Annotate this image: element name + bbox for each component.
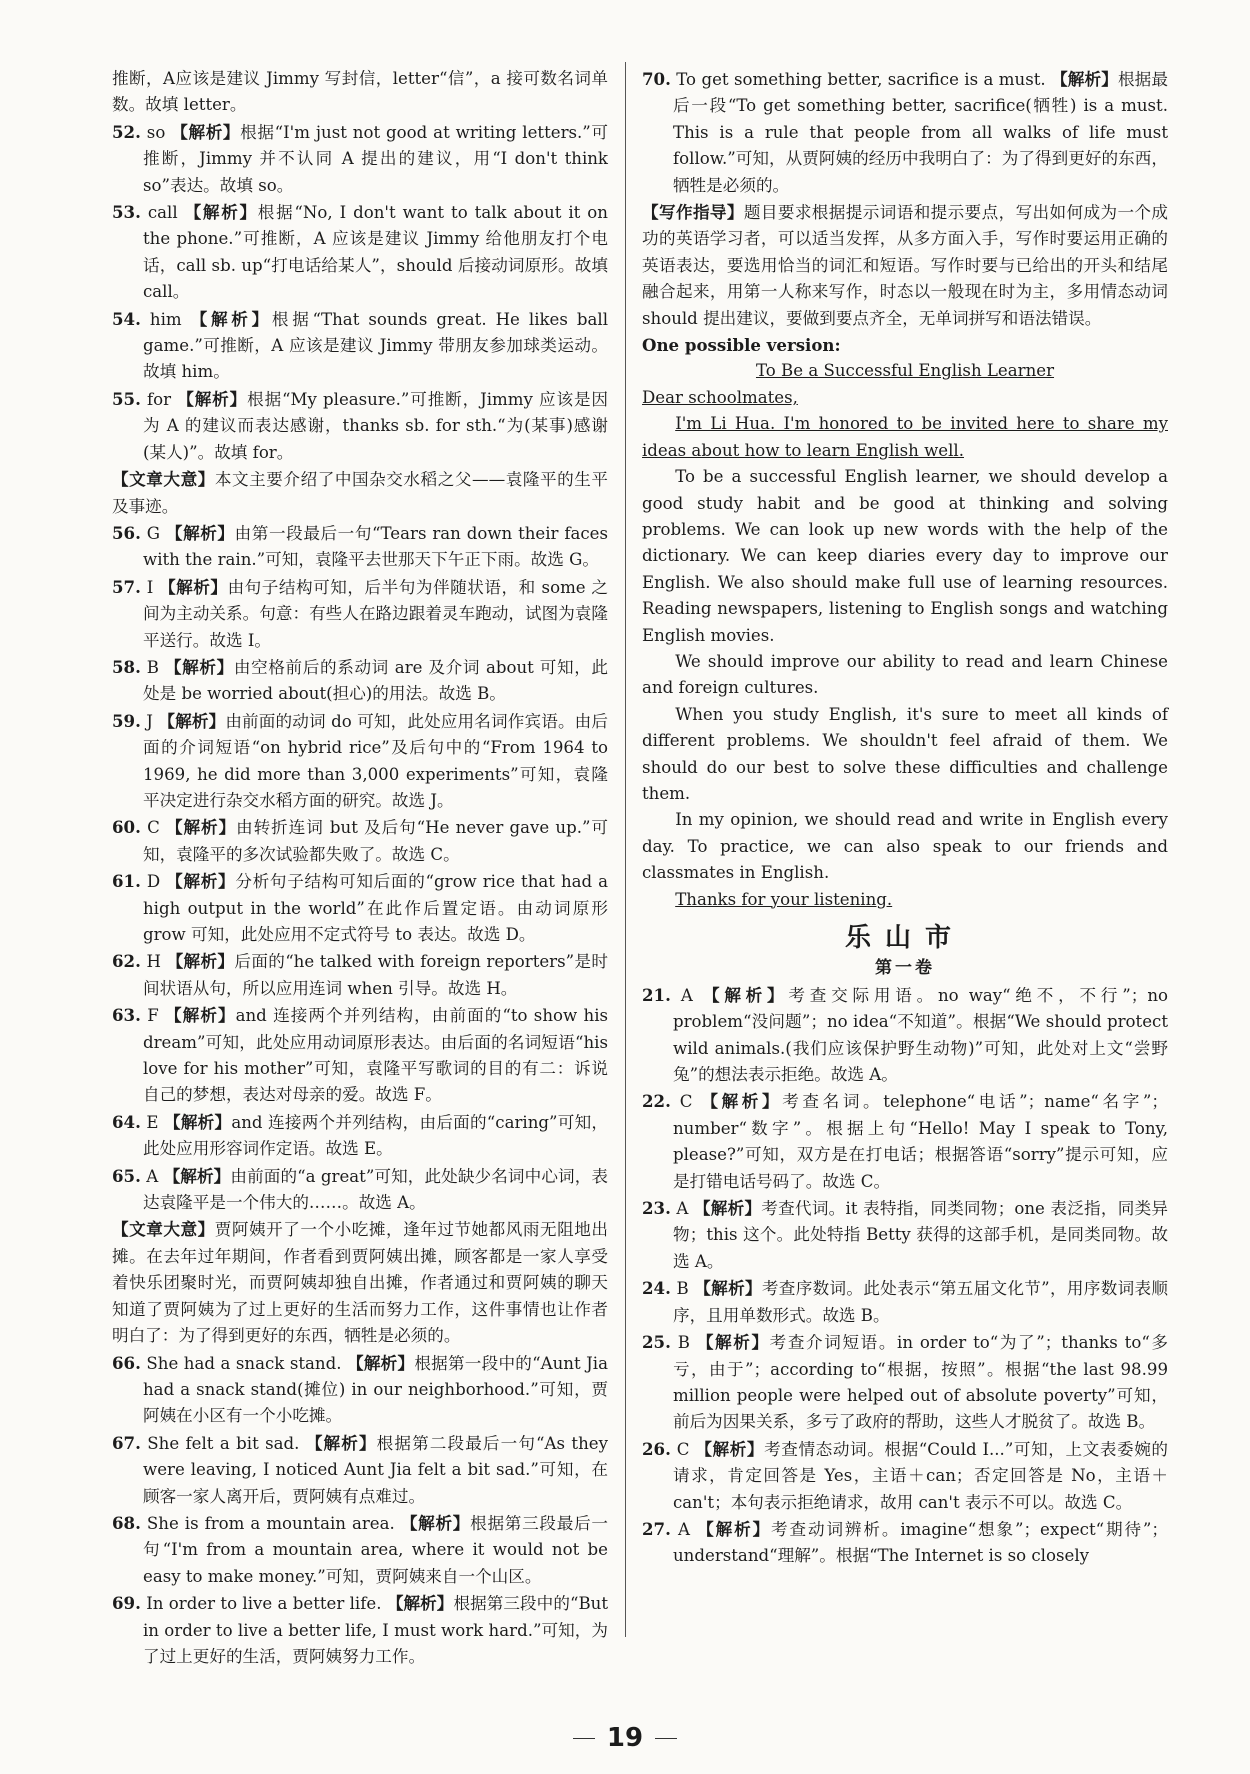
summary-aunt-jia: 【文章大意】贾阿姨开了一个小吃摊，逢年过节她都风雨无阻地出摊。在去年过年期间，作者看到贾阿姨出摊，顾客都是一家人享受着快乐团聚时光，而贾阿姨却独自出摊，作者通过和贾阿姨的聊天知道了贾阿姨为了过上更好的生活而努力工作，这件事情也让作者明白了：为了得到更好的东西，牺牲是必须的。 [112, 1219, 609, 1346]
answer-67: 67. She felt a bit sad. 【解析】根据第二段最后一句“As they were leaving, I noticed Aunt Jia felt a bit sad.”可知，在顾客一家人离开后，贾阿姨有点难过。 [112, 1432, 608, 1506]
summary-yuan-longping: 【文章大意】本文主要介绍了中国杂交水稻之父——袁隆平的生平及事迹。 [112, 469, 609, 516]
essay-paragraph-1: I'm Li Hua. I'm honored to be invited here to share my ideas about how to learn English well. [642, 414, 1168, 460]
essay-closing: Thanks for your listening. [675, 889, 893, 909]
essay-paragraph-4: When you study English, it's sure to meet all kinds of different problems. We shouldn't feel afraid of them. We should do our best to solve these difficulties and challenge them. [642, 704, 1168, 803]
continued-paragraph: 推断，A应该是建议 Jimmy 写封信，letter“信”，a 接可数名词单数。故填 letter。 [112, 69, 608, 115]
answer-22: 22. C 【解析】考查名词。telephone“电话”；name“名字”；number“数字”。根据上句“Hello! May I speak to Tony, please?”可知，双方是在打电话；根据答语“sorry”提示可知，应是打错电话号码了。故选 C。 [642, 1091, 1168, 1191]
answer-64: 64. E 【解析】and 连接两个并列结构，由后面的“caring”可知，此处应用形容词作定语。故选 E。 [112, 1111, 608, 1159]
answer-53: 53. call 【解析】根据“No, I don't want to talk about it on the phone.”可推断，A 应该是建议 Jimmy 给他朋友打个电话，call sb. up“打电话给某人”，should 后接动词原形。故填 call。 [112, 202, 608, 302]
answer-58: 58. B 【解析】由空格前后的系动词 are 及介词 about 可知，此处是 be worried about(担心)的用法。故选 B。 [112, 656, 609, 704]
answer-61: 61. D 【解析】分析句子结构可知后面的“grow rice that had a high output in the world”在此作后置定语。由动词原形 grow 可知，此处应用不定式符号 to 表达。故选 D。 [112, 871, 609, 944]
answer-68: 68. She is from a mountain area. 【解析】根据第三段最后一句“I'm from a mountain area, where it would not be easy to make money.”可知，贾阿姨来自一个山区。 [112, 1512, 609, 1586]
essay-paragraph-2: To be a successful English learner, we should develop a good study habit and be good at thinking and solving problems. We can look up new words with the help of the dictionary. We can keep diaries every day to improve our English. We also should make full use of learning resources. Reading newspapers, listening to English songs and watching English movies. [642, 467, 1168, 645]
essay-greeting: Dear schoolmates, [642, 387, 798, 407]
answer-56: 56. G 【解析】由第一段最后一句“Tears ran down their faces with the rain.”可知，袁隆平去世那天下午正下雨。故选 G。 [112, 522, 609, 570]
column-divider [625, 62, 626, 1637]
writing-guide: 【写作指导】题目要求根据提示词语和提示要点，写出如何成为一个成功的英语学习者，可以适当发挥，从多方面入手，写作时要运用正确的英语表达，要选用恰当的词汇和短语。写作时要与已给出的开头和结尾融合起来，用第一人称来写作，时态以一般现在时为主，多用情态动词 should 提出建议，要做到要点齐全，无单词拼写和语法错误。 [642, 202, 1169, 328]
answer-69: 69. In order to live a better life. 【解析】根据第三段中的“But in order to live a better life, I must work hard.”可知，为了过上更好的生活，贾阿姨努力工作。 [112, 1593, 609, 1666]
answer-24: 24. B 【解析】考查序数词。此处表示“第五届文化节”，用序数词表顺序，且用单数形式。故选 B。 [642, 1278, 1168, 1325]
section-subtitle-volume: 第一卷 [875, 958, 935, 979]
page-number-dash-left [573, 1738, 595, 1739]
page-number-dash-right [655, 1738, 677, 1739]
section-title-city: 乐山市 [844, 923, 965, 953]
answer-23: 23. A 【解析】考查代词。it 表特指，同类同物；one 表泛指，同类异物；this 这个。此处特指 Betty 获得的这部手机，是同类同物。故选 A。 [642, 1198, 1169, 1271]
answer-21: 21. A 【解析】考查交际用语。no way“绝不，不行”；no problem“没问题”；no idea“不知道”。根据“We should protect wild animals.(我们应该保护野生动物)”可知，此处对上文“尝野兔”的想法表示拒绝。故选 A。 [642, 984, 1168, 1085]
answer-57: 57. I 【解析】由句子结构可知，后半句为伴随状语，和 some 之间为主动关系。句意：有些人在路边跟着灵车跑动，试图为袁隆平送行。故选 I。 [112, 576, 609, 650]
answer-52: 52. so 【解析】根据“I'm just not good at writing letters.”可推断，Jimmy 并不认同 A 提出的建议，用“I don't think so”表达。故填 so。 [112, 121, 609, 195]
essay-paragraph-3: We should improve our ability to read and learn Chinese and foreign cultures. [642, 651, 1168, 698]
answer-66: 66. She had a snack stand. 【解析】根据第一段中的“Aunt Jia had a snack stand(摊位) in our neighborhood.”可知，贾阿姨在小区有一个小吃摊。 [112, 1352, 608, 1426]
essay-paragraph-5: In my opinion, we should read and write in English every day. To practice, we can also speak to our friends and classmates in English. [642, 810, 1168, 883]
left-column [112, 66, 608, 1670]
answer-65: 65. A 【解析】由前面的“a great”可知，此处缺少名词中心词，表达袁隆平是一个伟大的……。故选 A。 [112, 1165, 608, 1213]
answer-26: 26. C 【解析】考查情态动词。根据“Could I...”可知，上文表委婉的请求，肯定回答是 Yes，主语＋can；否定回答是 No，主语＋can't；本句表示拒绝请求，故用 can't 表示不可以。故选 C。 [642, 1438, 1168, 1512]
page-number: 19 [0, 1723, 1250, 1753]
answer-25: 25. B 【解析】考查介词短语。in order to“为了”；thanks to“多亏，由于”；according to“根据，按照”。根据“the last 98.99 million people were helped out of absolute poverty”可知，前后为因果关系，多亏了政府的帮助，这些人才脱贫了。故选 B。 [642, 1332, 1169, 1432]
answer-55: 55. for 【解析】根据“My pleasure.”可推断，Jimmy 应该是因为 A 的建议而表达感谢，thanks sb. for sth.“为(某事)感谢(某人)”。故填 for。 [112, 388, 609, 462]
version-label: One possible version: [642, 335, 841, 356]
right-column [642, 66, 1168, 1570]
answer-59: 59. J 【解析】由前面的动词 do 可知，此处应用名词作宾语。由后面的介词短语“on hybrid rice”及后句中的“From 1964 to 1969, he did more than 3,000 experiments”可知，袁隆平决定进行杂交水稻方面的研究。故选 J。 [112, 710, 608, 810]
answer-70: 70. To get something better, sacrifice is a must. 【解析】根据最后一段“To get something better, sacrifice(牺牲) is a must. This is a rule that people from all walks of life must follow.”可知，从贾阿姨的经历中我明白了：为了得到更好的东西，牺牲是必须的。 [642, 69, 1168, 195]
answer-60: 60. C 【解析】由转折连词 but 及后句“He never gave up.”可知，袁隆平的多次试验都失败了。故选 C。 [112, 817, 609, 864]
answer-27: 27. A 【解析】考查动词辨析。imagine“想象”；expect“期待”；understand“理解”。根据“The Internet is so closely [642, 1518, 1169, 1566]
answer-54: 54. him 【解析】根据“That sounds great. He likes ball game.”可推断，A 应该是建议 Jimmy 带朋友参加球类运动。故填 him。 [112, 308, 609, 382]
answer-63: 63. F 【解析】and 连接两个并列结构，由前面的“to show his dream”可知，此处应用动词原形表达。由后面的名词短语“his love for his mother”可知，袁隆平写歌词的目的有二：诉说自己的梦想，表达对母亲的爱。故选 F。 [112, 1005, 609, 1105]
answer-62: 62. H 【解析】后面的“he talked with foreign reporters”是时间状语从句，所以应用连词 when 引导。故选 H。 [112, 951, 608, 998]
essay-title: To Be a Successful English Learner [755, 361, 1055, 381]
